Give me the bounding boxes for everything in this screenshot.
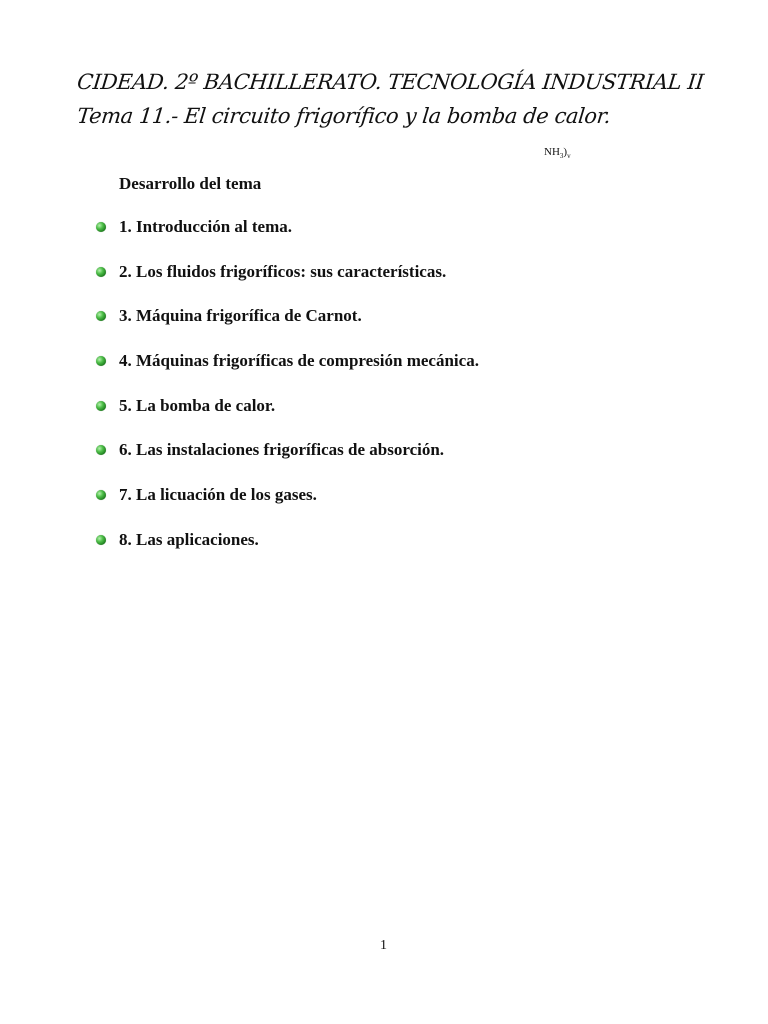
green-bullet-icon bbox=[96, 401, 106, 411]
green-bullet-icon bbox=[96, 490, 106, 500]
toc-item-label: 8. Las aplicaciones. bbox=[119, 529, 259, 549]
formula-subscript-3: 3 bbox=[559, 152, 564, 160]
toc-item-label: 1. Introducción al tema. bbox=[119, 217, 292, 236]
chemical-formula-fragment bbox=[544, 146, 571, 160]
green-bullet-icon bbox=[96, 267, 106, 277]
green-bullet-icon bbox=[96, 445, 106, 455]
section-title: Desarrollo del tema bbox=[119, 174, 262, 193]
table-of-contents bbox=[96, 216, 479, 574]
toc-item-label: 7. La licuación de los gases. bbox=[119, 485, 317, 505]
page-number: 1 bbox=[380, 938, 387, 953]
toc-item bbox=[96, 529, 479, 574]
document-header-topic: Tema 11.- El circuito frigorífico y la bomba de calor. bbox=[76, 104, 612, 128]
toc-item bbox=[96, 350, 479, 395]
green-bullet-icon bbox=[96, 535, 106, 545]
toc-item bbox=[96, 216, 479, 261]
toc-item bbox=[96, 484, 479, 529]
toc-item-label: 4. Máquinas frigoríficas de compresión mecánica. bbox=[119, 351, 479, 371]
formula-base: NH bbox=[544, 146, 560, 158]
toc-item-label: 6. Las instalaciones frigoríficas de absorción. bbox=[119, 440, 445, 460]
green-bullet-icon bbox=[96, 222, 106, 232]
green-bullet-icon bbox=[96, 311, 106, 321]
toc-item-label: 5. La bomba de calor. bbox=[119, 395, 276, 415]
toc-item bbox=[96, 305, 479, 350]
toc-item bbox=[96, 261, 479, 306]
toc-item-label: 2. Los fluidos frigoríficos: sus características. bbox=[119, 261, 447, 281]
toc-item bbox=[96, 395, 479, 440]
formula-close-paren: ) bbox=[563, 146, 568, 158]
document-header-course: CIDEAD. 2º BACHILLERATO. TECNOLOGÍA INDUSTRIAL II bbox=[76, 70, 705, 94]
formula-subscript-v: v bbox=[567, 152, 571, 160]
toc-item bbox=[96, 439, 479, 484]
green-bullet-icon bbox=[96, 356, 106, 366]
toc-item-label: 3. Máquina frigorífica de Carnot. bbox=[119, 306, 362, 326]
